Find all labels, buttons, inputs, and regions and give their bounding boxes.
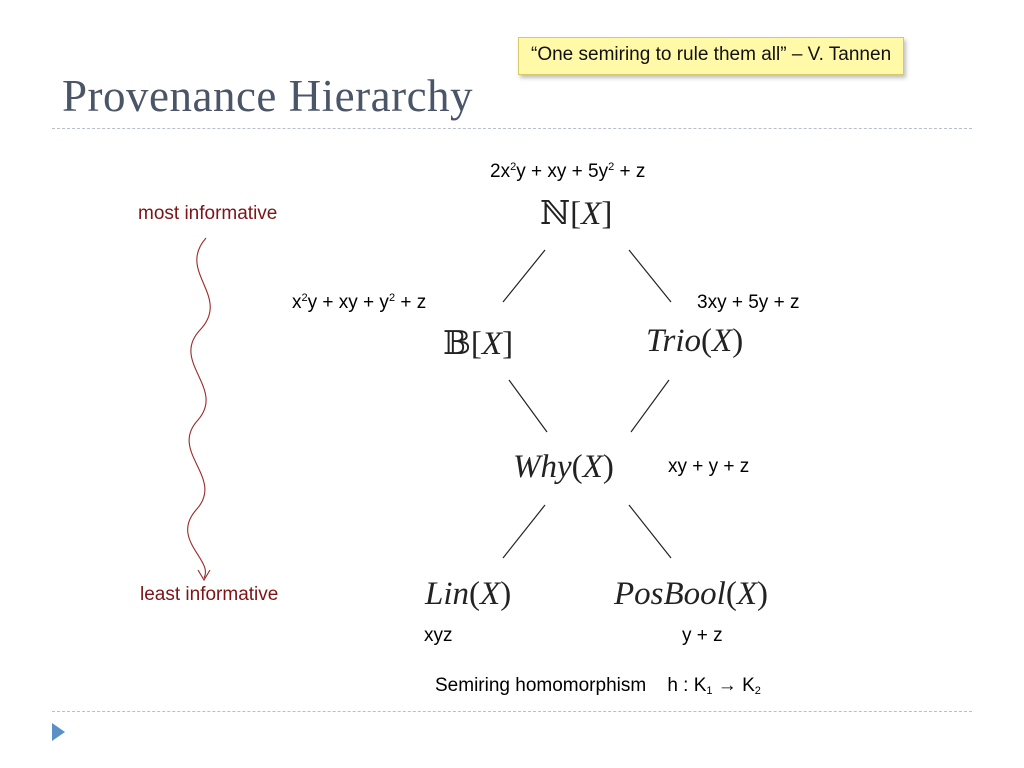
play-triangle-icon[interactable] [52,723,65,741]
why-semiring: Why(X) [513,449,614,485]
lin-variable: X [480,576,501,612]
lin-function: Lin [425,576,470,612]
edge-nx-trio [629,250,671,302]
quote-callout: “One semiring to rule them all” – V. Tannen [518,37,904,75]
bx-variable: X [481,326,503,362]
bx-polynomial: $x^2y$ + xy + $y^2 + z$ [292,292,427,313]
why-function: Why [513,449,572,485]
why-polynomial: xy + y + z [668,456,750,477]
edge-bx-why [509,380,547,432]
lin-polynomial: xyz [424,625,453,646]
edge-trio-why [631,380,669,432]
homomorphism-label: Semiring homomorphism [435,675,647,696]
nx-semiring: ℕ[X] [540,196,613,232]
slide-title: Provenance Hierarchy [62,71,474,121]
trio-polynomial: 3xy + 5y + z [697,292,800,313]
nx-set-symbol: ℕ [540,196,571,232]
bottom-divider [52,711,972,712]
posbool-semiring: PosBool(X) [614,576,768,612]
bx-set-symbol: 𝔹 [443,326,471,362]
edge-nx-bx [503,250,545,302]
trio-function: Trio [646,323,702,359]
homomorphism-formula: h : $K_1 \to K_2$ [667,675,761,697]
posbool-variable: X [736,576,757,612]
trio-semiring: Trio(X) [646,323,744,359]
edge-why-posbool [629,505,671,558]
bx-semiring: 𝔹[X] [443,326,514,362]
homomorphism-caption [435,675,761,697]
least-informative-label: least informative [140,584,279,605]
why-variable: X [582,449,603,485]
trio-variable: X [712,323,733,359]
lin-semiring: Lin(X) [425,576,512,612]
posbool-polynomial: y + z [682,625,723,646]
most-informative-label: most informative [138,203,278,224]
wavy-down-arrow-icon [188,238,211,580]
posbool-function: PosBool [614,576,726,612]
nx-variable: X [581,196,602,232]
edge-why-lin [503,505,545,558]
nx-polynomial: $2x^2y$ + xy + $5y^2 + z$ [490,161,646,182]
